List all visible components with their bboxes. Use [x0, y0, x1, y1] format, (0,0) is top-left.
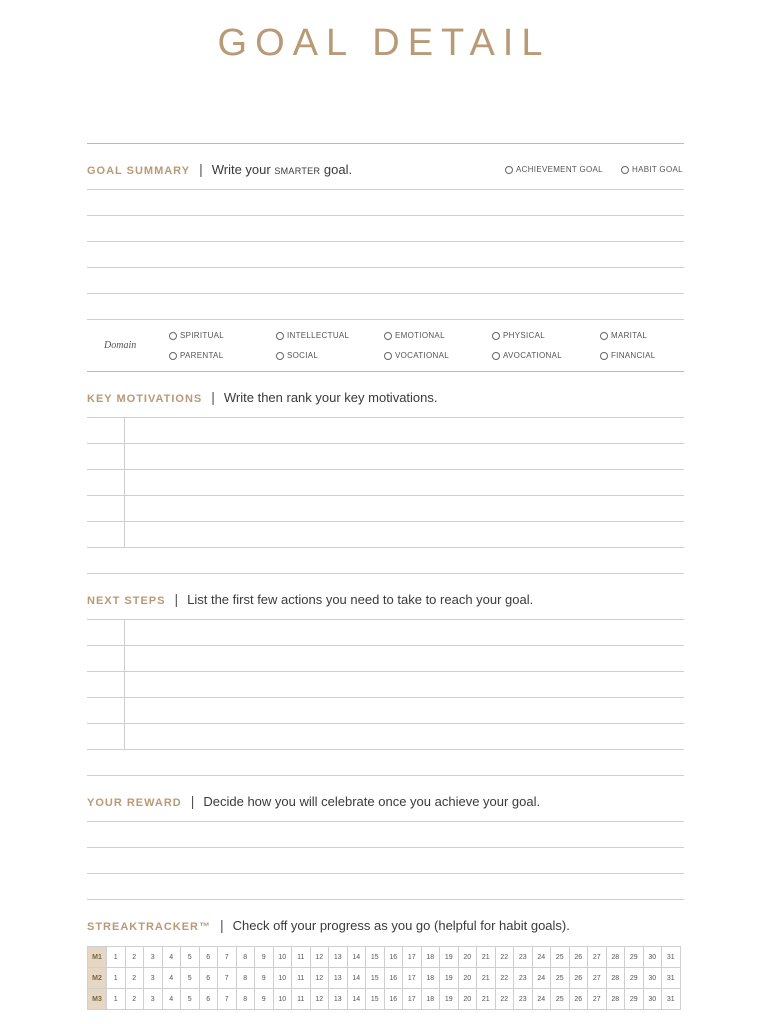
section-prompt: Decide how you will celebrate once you achieve your goal. [203, 794, 541, 809]
rank-column-divider [124, 417, 125, 547]
streak-row [88, 968, 681, 989]
write-line[interactable] [87, 847, 684, 848]
domain-option-emotional[interactable]: EMOTIONAL [384, 331, 445, 340]
domain-label: Domain [104, 340, 137, 351]
next-steps-header: NEXT STEPS | List the first few actions you need to take to reach your goal. [87, 591, 534, 607]
streak-day-cell[interactable]: 1 [107, 968, 126, 989]
write-line[interactable] [87, 749, 684, 750]
streak-day-cell[interactable]: 4 [162, 989, 181, 1010]
streak-day-cell[interactable]: 15 [366, 968, 385, 989]
streak-day-cell[interactable]: 28 [606, 989, 625, 1010]
streak-day-cell[interactable]: 23 [514, 989, 533, 1010]
section-label: KEY MOTIVATIONS [87, 393, 203, 405]
streak-day-cell[interactable]: 5 [181, 989, 200, 1010]
streak-day-cell[interactable]: 16 [384, 989, 403, 1010]
radio-circle-icon [384, 352, 392, 360]
streak-day-cell[interactable]: 19 [440, 989, 459, 1010]
streak-day-cell[interactable]: 9 [255, 968, 274, 989]
streak-day-cell[interactable]: 3 [144, 968, 163, 989]
streak-day-cell[interactable]: 17 [403, 968, 422, 989]
streak-day-cell[interactable]: 29 [625, 968, 644, 989]
streak-day-cell[interactable]: 12 [310, 968, 329, 989]
write-line[interactable] [87, 547, 684, 548]
write-line[interactable] [87, 521, 684, 522]
write-line[interactable] [87, 319, 684, 320]
streaktracker-header: STREAKTRACKER™ | Check off your progress as you go (helpful for habit goals). [87, 917, 570, 933]
streak-day-cell[interactable]: 20 [458, 947, 477, 968]
domain-option-avocational[interactable]: AVOCATIONAL [492, 351, 562, 360]
streak-month-label: M3 [88, 989, 107, 1010]
streak-day-cell[interactable]: 19 [440, 947, 459, 968]
streak-day-cell[interactable]: 16 [384, 968, 403, 989]
section-prompt: Write then rank your key motivations. [223, 390, 438, 405]
streak-day-cell[interactable]: 8 [236, 968, 255, 989]
write-line[interactable] [87, 821, 684, 822]
radio-circle-icon [621, 166, 629, 174]
radio-circle-icon [384, 332, 392, 340]
streak-day-cell[interactable]: 9 [255, 989, 274, 1010]
reward-header: YOUR REWARD | Decide how you will celebrate once you achieve your goal. [87, 793, 541, 809]
goal-summary-header: GOAL SUMMARY | Write your SMARTER goal. [87, 161, 353, 177]
streak-day-cell[interactable]: 2 [125, 947, 144, 968]
streak-day-cell[interactable]: 29 [625, 989, 644, 1010]
streak-day-cell[interactable]: 8 [236, 989, 255, 1010]
streak-day-cell[interactable]: 7 [218, 947, 237, 968]
streak-day-cell[interactable]: 13 [329, 947, 348, 968]
divider [87, 775, 684, 776]
streak-day-cell[interactable]: 28 [606, 947, 625, 968]
section-label: STREAKTRACKER™ [87, 921, 211, 933]
streak-day-cell[interactable]: 4 [162, 968, 181, 989]
streak-day-cell[interactable]: 2 [125, 968, 144, 989]
streak-day-cell[interactable]: 16 [384, 947, 403, 968]
domain-option-social[interactable]: SOCIAL [276, 351, 318, 360]
streak-day-cell[interactable]: 22 [495, 968, 514, 989]
streak-day-cell[interactable]: 15 [366, 947, 385, 968]
section-prompt: List the first few actions you need to take to reach your goal. [187, 592, 534, 607]
divider [87, 371, 684, 372]
streak-day-cell[interactable]: 21 [477, 947, 496, 968]
streak-day-cell[interactable]: 21 [477, 989, 496, 1010]
write-line[interactable] [87, 697, 684, 698]
streak-day-cell[interactable]: 12 [310, 989, 329, 1010]
section-label: NEXT STEPS [87, 595, 166, 607]
streak-day-cell[interactable]: 14 [347, 947, 366, 968]
section-label: GOAL SUMMARY [87, 165, 191, 177]
radio-circle-icon [600, 352, 608, 360]
streak-day-cell[interactable]: 2 [125, 989, 144, 1010]
domain-option-physical[interactable]: PHYSICAL [492, 331, 545, 340]
streak-day-cell[interactable]: 29 [625, 947, 644, 968]
streak-day-cell[interactable]: 31 [662, 947, 681, 968]
streak-day-cell[interactable]: 3 [144, 947, 163, 968]
streak-day-cell[interactable]: 11 [292, 947, 311, 968]
streak-day-cell[interactable]: 27 [588, 968, 607, 989]
streak-day-cell[interactable]: 9 [255, 947, 274, 968]
streak-day-cell[interactable]: 6 [199, 947, 218, 968]
streak-day-cell[interactable]: 13 [329, 989, 348, 1010]
streak-day-cell[interactable]: 14 [347, 989, 366, 1010]
page-title: GOAL DETAIL [217, 22, 551, 64]
streak-day-cell[interactable]: 7 [218, 968, 237, 989]
streak-day-cell[interactable]: 17 [403, 989, 422, 1010]
radio-circle-icon [169, 332, 177, 340]
write-line[interactable] [87, 189, 684, 190]
streak-day-cell[interactable]: 10 [273, 947, 292, 968]
streak-day-cell[interactable]: 8 [236, 947, 255, 968]
streak-day-cell[interactable]: 11 [292, 989, 311, 1010]
domain-option-intellectual[interactable]: INTELLECTUAL [276, 331, 349, 340]
write-line[interactable] [87, 267, 684, 268]
streak-day-cell[interactable]: 13 [329, 968, 348, 989]
streak-day-cell[interactable]: 7 [218, 989, 237, 1010]
streak-day-cell[interactable]: 1 [107, 989, 126, 1010]
write-line[interactable] [87, 417, 684, 418]
streak-day-cell[interactable]: 30 [643, 989, 662, 1010]
key-motivations-header: KEY MOTIVATIONS | Write then rank your key motivations. [87, 389, 438, 405]
streak-day-cell[interactable]: 22 [495, 947, 514, 968]
streak-day-cell[interactable]: 17 [403, 947, 422, 968]
step-column-divider [124, 619, 125, 749]
streak-day-cell[interactable]: 15 [366, 989, 385, 1010]
streak-day-cell[interactable]: 22 [495, 989, 514, 1010]
streak-day-cell[interactable]: 19 [440, 968, 459, 989]
streak-day-cell[interactable]: 25 [551, 947, 570, 968]
write-line[interactable] [87, 619, 684, 620]
streak-day-cell[interactable]: 20 [458, 968, 477, 989]
streak-day-cell[interactable]: 18 [421, 968, 440, 989]
streak-row [88, 947, 681, 968]
streak-day-cell[interactable]: 23 [514, 968, 533, 989]
streak-day-cell[interactable]: 6 [199, 989, 218, 1010]
streak-day-cell[interactable]: 26 [569, 989, 588, 1010]
streak-day-cell[interactable]: 26 [569, 947, 588, 968]
streak-day-cell[interactable]: 25 [551, 989, 570, 1010]
streak-day-cell[interactable]: 4 [162, 947, 181, 968]
habit-goal-radio[interactable]: HABIT GOAL [621, 165, 683, 174]
streak-day-cell[interactable]: 24 [532, 989, 551, 1010]
divider [87, 573, 684, 574]
streak-day-cell[interactable]: 30 [643, 968, 662, 989]
streak-day-cell[interactable]: 14 [347, 968, 366, 989]
domain-option-financial[interactable]: FINANCIAL [600, 351, 656, 360]
write-line[interactable] [87, 495, 684, 496]
streak-day-cell[interactable]: 25 [551, 968, 570, 989]
streak-day-cell[interactable]: 24 [532, 968, 551, 989]
streak-day-cell[interactable]: 18 [421, 947, 440, 968]
section-prompt: Check off your progress as you go (helpful for habit goals). [232, 918, 570, 933]
write-line[interactable] [87, 293, 684, 294]
write-line[interactable] [87, 899, 684, 900]
streak-day-cell[interactable]: 31 [662, 989, 681, 1010]
streak-day-cell[interactable]: 20 [458, 989, 477, 1010]
streak-day-cell[interactable]: 10 [273, 968, 292, 989]
radio-circle-icon [276, 332, 284, 340]
streak-row [88, 989, 681, 1010]
streak-day-cell[interactable]: 26 [569, 968, 588, 989]
radio-circle-icon [492, 352, 500, 360]
write-line[interactable] [87, 469, 684, 470]
write-line[interactable] [87, 671, 684, 672]
domain-option-marital[interactable]: MARITAL [600, 331, 647, 340]
write-line[interactable] [87, 241, 684, 242]
streak-tracker-grid [87, 946, 681, 1010]
streak-day-cell[interactable]: 1 [107, 947, 126, 968]
streak-day-cell[interactable]: 27 [588, 989, 607, 1010]
achievement-goal-radio[interactable]: ACHIEVEMENT GOAL [505, 165, 603, 174]
streak-day-cell[interactable]: 31 [662, 968, 681, 989]
streak-day-cell[interactable]: 10 [273, 989, 292, 1010]
streak-day-cell[interactable]: 21 [477, 968, 496, 989]
streak-day-cell[interactable]: 11 [292, 968, 311, 989]
streak-day-cell[interactable]: 5 [181, 947, 200, 968]
domain-option-vocational[interactable]: VOCATIONAL [384, 351, 449, 360]
write-line[interactable] [87, 215, 684, 216]
write-line[interactable] [87, 873, 684, 874]
radio-circle-icon [600, 332, 608, 340]
section-prompt: Write your SMARTER goal. [211, 162, 353, 177]
streak-day-cell[interactable]: 3 [144, 989, 163, 1010]
radio-circle-icon [169, 352, 177, 360]
write-line[interactable] [87, 443, 684, 444]
streak-day-cell[interactable]: 18 [421, 989, 440, 1010]
radio-circle-icon [492, 332, 500, 340]
streak-month-label: M1 [88, 947, 107, 968]
streak-day-cell[interactable]: 23 [514, 947, 533, 968]
divider [87, 143, 684, 144]
streak-day-cell[interactable]: 24 [532, 947, 551, 968]
streak-day-cell[interactable]: 6 [199, 968, 218, 989]
streak-month-label: M2 [88, 968, 107, 989]
streak-day-cell[interactable]: 5 [181, 968, 200, 989]
streak-day-cell[interactable]: 28 [606, 968, 625, 989]
write-line[interactable] [87, 645, 684, 646]
write-line[interactable] [87, 723, 684, 724]
radio-circle-icon [276, 352, 284, 360]
section-label: YOUR REWARD [87, 797, 182, 809]
streak-day-cell[interactable]: 27 [588, 947, 607, 968]
domain-option-spiritual[interactable]: SPIRITUAL [169, 331, 224, 340]
radio-circle-icon [505, 166, 513, 174]
streak-day-cell[interactable]: 12 [310, 947, 329, 968]
streak-day-cell[interactable]: 30 [643, 947, 662, 968]
domain-option-parental[interactable]: PARENTAL [169, 351, 223, 360]
